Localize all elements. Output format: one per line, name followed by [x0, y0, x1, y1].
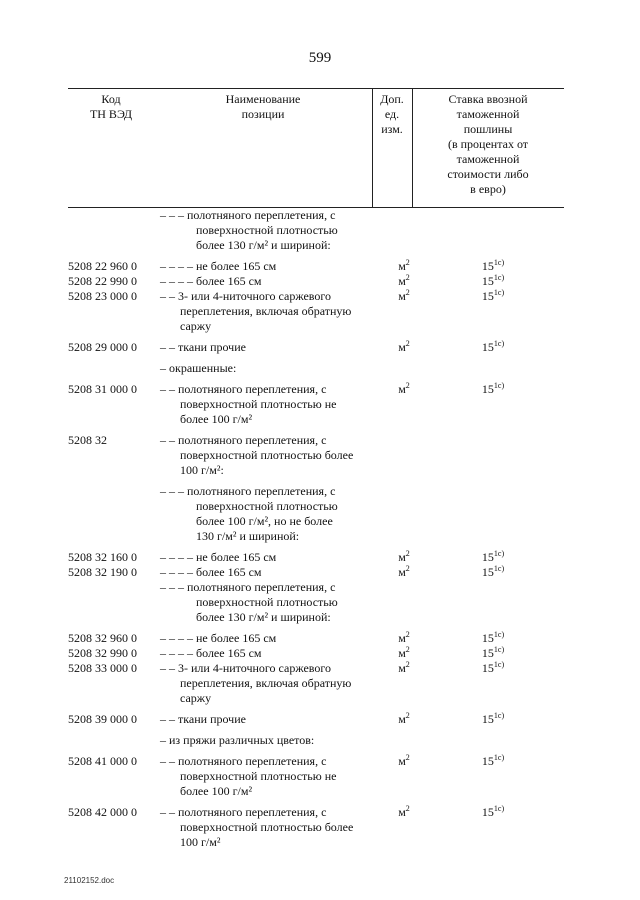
unit-cell — [386, 754, 422, 799]
duty-rate-cell — [422, 340, 564, 355]
unit-cell — [386, 382, 422, 427]
position-name — [160, 565, 386, 580]
duty-rate-value: 15 — [481, 661, 494, 675]
duty-rate-value: 15 — [481, 289, 494, 303]
position-name — [160, 646, 386, 661]
tn-ved-code: 5208 39 000 0 — [68, 712, 137, 726]
duty-rate-cell — [422, 382, 564, 427]
header-unit: Доп. ед. изм. — [380, 92, 404, 136]
duty-rate-footnote: 1с) — [493, 804, 505, 813]
position-name-line: – – – – более 165 см — [160, 646, 262, 660]
position-name-line: – – 3- или 4-ниточного саржевого — [160, 661, 331, 675]
duty-rate-cell — [422, 484, 564, 544]
tn-ved-code: 5208 22 960 0 — [68, 259, 137, 273]
position-name — [160, 433, 386, 478]
tn-ved-code: 5208 32 160 0 — [68, 550, 137, 564]
duty-rate-value: 15 — [481, 259, 494, 273]
duty-rate-value: 15 — [481, 550, 494, 564]
duty-rate-cell — [422, 361, 564, 376]
page-number: 599 — [308, 50, 332, 66]
duty-rate-cell — [422, 733, 564, 748]
position-name — [160, 484, 386, 544]
position-name-line: переплетения, включая обратную — [180, 304, 352, 318]
tn-ved-code: 5208 23 000 0 — [68, 289, 137, 303]
duty-rate-value: 15 — [481, 646, 494, 660]
duty-rate-footnote: 1с) — [493, 258, 505, 267]
duty-rate-footnote: 1с) — [493, 753, 505, 762]
unit-cell — [386, 484, 422, 544]
unit-cell — [386, 361, 422, 376]
tn-ved-code: 5208 32 960 0 — [68, 631, 137, 645]
duty-rate-cell — [422, 631, 564, 646]
table-row — [68, 733, 564, 748]
row-spacer — [68, 850, 564, 856]
unit-value: м — [398, 754, 406, 768]
duty-rate-cell — [422, 754, 564, 799]
position-name-line: – – – – не более 165 см — [160, 550, 277, 564]
duty-rate-cell — [422, 580, 564, 625]
duty-rate-value: 15 — [481, 805, 494, 819]
table-row — [68, 550, 564, 565]
unit-cell — [386, 712, 422, 727]
duty-rate-cell — [422, 565, 564, 580]
unit-value: м — [398, 646, 406, 660]
unit-superscript: 2 — [405, 564, 410, 573]
table-row — [68, 805, 564, 850]
duty-rate-cell — [422, 661, 564, 706]
unit-cell — [386, 580, 422, 625]
duty-rate-cell — [422, 550, 564, 565]
position-name-line: – – – – более 165 см — [160, 565, 262, 579]
header-name: Наименование позиции — [225, 92, 301, 121]
position-name-line: более 100 г/м² — [180, 412, 253, 426]
duty-rate-cell — [422, 646, 564, 661]
table-row — [68, 274, 564, 289]
unit-superscript: 2 — [405, 549, 410, 558]
position-name-line: – – – – более 165 см — [160, 274, 262, 288]
position-name-line: – – полотняного переплетения, с — [160, 382, 327, 396]
position-name-line: поверхностной плотностью — [196, 595, 338, 609]
tn-ved-code — [68, 208, 160, 253]
duty-rate-footnote: 1с) — [493, 660, 505, 669]
unit-cell — [386, 646, 422, 661]
duty-rate-cell — [422, 289, 564, 334]
position-name — [160, 580, 386, 625]
position-name-line: – окрашенные: — [160, 361, 237, 375]
position-name — [160, 712, 386, 727]
unit-value: м — [398, 274, 406, 288]
unit-value: м — [398, 340, 406, 354]
position-name-line: – из пряжи различных цветов: — [160, 733, 315, 747]
position-name-line: саржу — [180, 319, 212, 333]
tn-ved-code: 5208 32 190 0 — [68, 565, 137, 579]
duty-rate-cell — [422, 805, 564, 850]
position-name-line: поверхностной плотностью — [196, 223, 338, 237]
tn-ved-code — [68, 580, 160, 625]
position-name-line: – – – – не более 165 см — [160, 259, 277, 273]
position-name-line: поверхностной плотностью — [196, 499, 338, 513]
tn-ved-code: 5208 22 990 0 — [68, 274, 137, 288]
table-row — [68, 565, 564, 580]
duty-rate-footnote: 1с) — [493, 273, 505, 282]
position-name-line: – – – полотняного переплетения, с — [160, 208, 336, 222]
header-rate: Ставка ввозной таможенной пошлины (в процентах от таможенной стоимости либо в евро) — [447, 92, 529, 196]
table-row — [68, 361, 564, 376]
table-row — [68, 289, 564, 334]
position-name — [160, 289, 386, 334]
unit-cell — [386, 433, 422, 478]
unit-value: м — [398, 289, 406, 303]
position-name-line: – – 3- или 4-ниточного саржевого — [160, 289, 331, 303]
position-name — [160, 733, 386, 748]
duty-rate-cell — [422, 433, 564, 478]
duty-rate-footnote: 1с) — [493, 381, 505, 390]
unit-cell — [386, 550, 422, 565]
unit-cell — [386, 565, 422, 580]
unit-value: м — [398, 631, 406, 645]
table-row — [68, 433, 564, 478]
tn-ved-code: 5208 31 000 0 — [68, 382, 137, 396]
position-name-line: – – полотняного переплетения, с — [160, 433, 327, 447]
tn-ved-code: 5208 41 000 0 — [68, 754, 137, 768]
unit-cell — [386, 661, 422, 706]
position-name-line: – – – полотняного переплетения, с — [160, 580, 336, 594]
duty-rate-footnote: 1с) — [493, 630, 505, 639]
duty-rate-footnote: 1с) — [493, 549, 505, 558]
unit-superscript: 2 — [405, 753, 410, 762]
duty-rate-footnote: 1с) — [493, 288, 505, 297]
table-row — [68, 382, 564, 427]
unit-value: м — [398, 712, 406, 726]
table-header — [68, 88, 564, 208]
unit-superscript: 2 — [405, 645, 410, 654]
position-name-line: более 100 г/м² — [180, 784, 253, 798]
position-name-line: более 130 г/м² и шириной: — [196, 238, 331, 252]
tn-ved-code — [68, 484, 160, 544]
position-name — [160, 340, 386, 355]
table-row — [68, 208, 564, 253]
table-row — [68, 754, 564, 799]
duty-rate-footnote: 1с) — [493, 711, 505, 720]
unit-superscript: 2 — [405, 660, 410, 669]
unit-cell — [386, 274, 422, 289]
position-name-line: более 130 г/м² и шириной: — [196, 610, 331, 624]
table-row — [68, 259, 564, 274]
position-name-line: – – ткани прочие — [160, 340, 246, 354]
position-name — [160, 631, 386, 646]
tn-ved-code: 5208 32 — [68, 433, 107, 447]
position-name-line: – – – полотняного переплетения, с — [160, 484, 336, 498]
table-row — [68, 646, 564, 661]
position-name — [160, 382, 386, 427]
duty-rate-footnote: 1с) — [493, 339, 505, 348]
unit-cell — [386, 631, 422, 646]
table-row — [68, 340, 564, 355]
tn-ved-code: 5208 29 000 0 — [68, 340, 137, 354]
duty-rate-cell — [422, 259, 564, 274]
position-name — [160, 661, 386, 706]
header-code: Код ТН ВЭД — [89, 92, 133, 121]
unit-value: м — [398, 805, 406, 819]
position-name-line: – – полотняного переплетения, с — [160, 805, 327, 819]
table-row — [68, 631, 564, 646]
unit-cell — [386, 340, 422, 355]
tn-ved-code: 5208 33 000 0 — [68, 661, 137, 675]
unit-value: м — [398, 382, 406, 396]
duty-rate-cell — [422, 274, 564, 289]
unit-superscript: 2 — [405, 711, 410, 720]
unit-value: м — [398, 550, 406, 564]
position-name-line: – – – – не более 165 см — [160, 631, 277, 645]
table-body — [68, 208, 564, 856]
unit-superscript: 2 — [405, 288, 410, 297]
unit-cell — [386, 805, 422, 850]
unit-cell — [386, 208, 422, 253]
table-row — [68, 484, 564, 544]
duty-rate-footnote: 1с) — [493, 564, 505, 573]
position-name — [160, 361, 386, 376]
unit-cell — [386, 259, 422, 274]
position-name — [160, 208, 386, 253]
unit-superscript: 2 — [405, 630, 410, 639]
position-name-line: 130 г/м² и шириной: — [196, 529, 300, 543]
unit-value: м — [398, 661, 406, 675]
unit-superscript: 2 — [405, 804, 410, 813]
unit-superscript: 2 — [405, 258, 410, 267]
position-name-line: поверхностной плотностью не — [180, 397, 337, 411]
unit-superscript: 2 — [405, 339, 410, 348]
position-name-line: – – ткани прочие — [160, 712, 246, 726]
duty-rate-value: 15 — [481, 382, 494, 396]
position-name-line: – – полотняного переплетения, с — [160, 754, 327, 768]
duty-rate-cell — [422, 208, 564, 253]
position-name-line: поверхностной плотностью более — [180, 448, 354, 462]
duty-rate-cell — [422, 712, 564, 727]
position-name — [160, 550, 386, 565]
tn-ved-code: 5208 32 990 0 — [68, 646, 137, 660]
unit-superscript: 2 — [405, 381, 410, 390]
table-row — [68, 712, 564, 727]
position-name-line: более 100 г/м², но не более — [196, 514, 333, 528]
unit-superscript: 2 — [405, 273, 410, 282]
footer-filename: 21102152.doc — [64, 876, 115, 885]
table-row — [68, 580, 564, 625]
position-name — [160, 259, 386, 274]
tn-ved-code — [68, 733, 160, 748]
table-row — [68, 661, 564, 706]
duty-rate-value: 15 — [481, 565, 494, 579]
duty-rate-value: 15 — [481, 340, 494, 354]
position-name-line: 100 г/м² — [180, 835, 221, 849]
unit-cell — [386, 733, 422, 748]
position-name-line: переплетения, включая обратную — [180, 676, 352, 690]
position-name — [160, 754, 386, 799]
tn-ved-code — [68, 361, 160, 376]
unit-value: м — [398, 565, 406, 579]
position-name-line: поверхностной плотностью не — [180, 769, 337, 783]
unit-cell — [386, 289, 422, 334]
position-name — [160, 805, 386, 850]
position-name — [160, 274, 386, 289]
tn-ved-code: 5208 42 000 0 — [68, 805, 137, 819]
duty-rate-value: 15 — [481, 274, 494, 288]
duty-rate-value: 15 — [481, 754, 494, 768]
duty-rate-value: 15 — [481, 712, 494, 726]
unit-value: м — [398, 259, 406, 273]
position-name-line: 100 г/м²: — [180, 463, 224, 477]
position-name-line: поверхностной плотностью более — [180, 820, 354, 834]
duty-rate-footnote: 1с) — [493, 645, 505, 654]
duty-rate-value: 15 — [481, 631, 494, 645]
position-name-line: саржу — [180, 691, 212, 705]
